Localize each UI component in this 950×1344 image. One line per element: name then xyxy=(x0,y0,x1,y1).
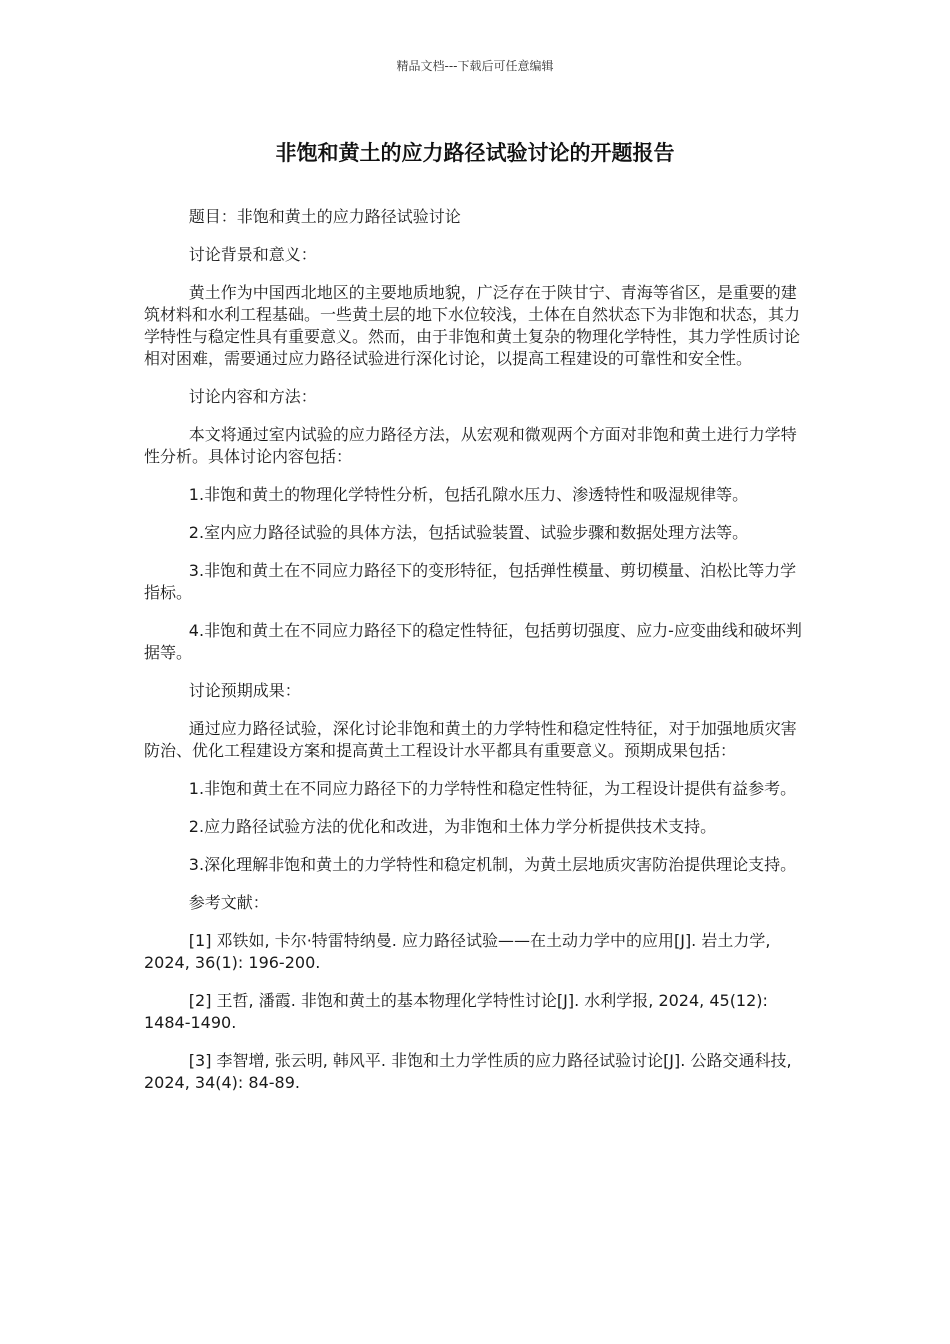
reference-item-2: [2] 王哲, 潘霞. 非饱和黄土的基本物理化学特性讨论[J]. 水利学报, 2024, 45(12): 1484-1490. xyxy=(144,991,768,1032)
paragraph-results-intro: 通过应力路径试验，深化讨论非饱和黄土的力学特性和稳定性特征，对于加强地质灾害防治、优化工程建设方案和提高黄土工程设计水平都具有重要意义。预期成果包括： xyxy=(144,719,797,760)
section-heading-content: 讨论内容和方法： xyxy=(188,387,317,406)
list-item-results-2: 2.应力路径试验方法的优化和改进，为非饱和土体力学分析提供技术支持。 xyxy=(188,817,717,836)
topic-line: 题目：非饱和黄土的应力路径试验讨论 xyxy=(188,207,461,226)
section-heading-references: 参考文献： xyxy=(188,893,269,912)
section-heading-results: 讨论预期成果： xyxy=(188,681,301,700)
list-item-results-3: 3.深化理解非饱和黄土的力学特性和稳定机制，为黄土层地质灾害防治提供理论支持。 xyxy=(188,855,797,874)
reference-item-1: [1] 邓铁如, 卡尔·特雷特纳曼. 应力路径试验——在土动力学中的应用[J]. 岩土力学, 2024, 36(1): 196-200. xyxy=(144,931,771,972)
page-header: 精品文档---下载后可任意编辑 xyxy=(396,59,554,73)
document-title: 非饱和黄土的应力路径试验讨论的开题报告 xyxy=(275,141,675,165)
paragraph-content-intro: 本文将通过室内试验的应力路径方法，从宏观和微观两个方面对非饱和黄土进行力学特性分析。具体讨论内容包括： xyxy=(144,425,797,466)
list-item-content-3: 3.非饱和黄土在不同应力路径下的变形特征，包括弹性模量、剪切模量、泊松比等力学指标。 xyxy=(144,561,797,602)
list-item-content-4: 4.非饱和黄土在不同应力路径下的稳定性特征，包括剪切强度、应力-应变曲线和破坏判据等。 xyxy=(144,621,802,662)
list-item-results-1: 1.非饱和黄土在不同应力路径下的力学特性和稳定性特征，为工程设计提供有益参考。 xyxy=(188,779,797,798)
list-item-content-1: 1.非饱和黄土的物理化学特性分析，包括孔隙水压力、渗透特性和吸湿规律等。 xyxy=(188,485,749,504)
document-body xyxy=(144,206,808,1110)
list-item-content-2: 2.室内应力路径试验的具体方法，包括试验装置、试验步骤和数据处理方法等。 xyxy=(188,523,749,542)
paragraph-background: 黄土作为中国西北地区的主要地质地貌，广泛存在于陕甘宁、青海等省区，是重要的建筑材料和水利工程基础。一些黄土层的地下水位较浅，土体在自然状态下为非饱和状态，其力学特性与稳定性具有重要意义。然而，由于非饱和黄土复杂的物理化学特性，其力学性质讨论相对困难，需要通过应力路径试验进行深化讨论，以提高工程建设的可靠性和安全性。 xyxy=(144,283,801,368)
section-heading-background: 讨论背景和意义： xyxy=(188,245,317,264)
reference-item-3: [3] 李智增, 张云明, 韩风平. 非饱和土力学性质的应力路径试验讨论[J]. 公路交通科技, 2024, 34(4): 84-89. xyxy=(144,1051,792,1092)
